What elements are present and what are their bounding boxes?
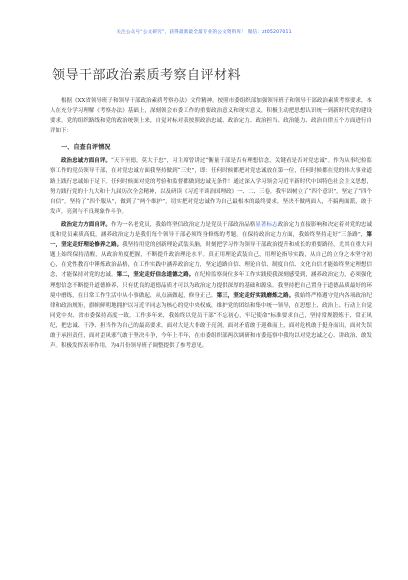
stability-paragraph xyxy=(50,220,372,351)
moral-path-text: 在纪检监察岗位多年工作实践使我深刻感受到，涵养政治定力，必须强化理想信念不断提升道德修养，只有优良的道德品质才可以为政治定力提供深厚的基础和源泉。我坚持把自己置身于道德品质最好的环境中磨练，在日常工作生活中从小事做起，从点滴做起，修身正己。 xyxy=(50,272,372,299)
stability-body-a: 作为一名老党员，我始终坚信政治定力是党员干部政治品格 xyxy=(110,221,256,228)
loyalty-lead: 政治忠诚方面自评。 xyxy=(61,158,111,165)
loyalty-paragraph xyxy=(50,156,372,217)
inline-link[interactable]: 显著标志 xyxy=(255,221,278,228)
section-heading: 一、自查自评情况 xyxy=(61,144,111,152)
moral-path-label: 第二，坚定走好信念道德之路。 xyxy=(116,272,195,279)
theory-path-label: 第一，坚定走好理论修养之路。 xyxy=(50,232,372,249)
practice-path-text: 我始终严格遵守党内各项政治纪律和政治规矩，旗帜鲜明地拥护以习近平同志为核心的党中央权威，维护党的团结和集中统一领导，在思想上、政治上、行动上自觉同党中央、省市委保持高度一致。工作多年来，我始终以党员干部“不忘初心，牢记使命”标准要求自己，坚持常规锻炼于、常正风纪，把忠诚、干净、担当作为自己的最高要求。面对大是大非敢于亮剑，面对矛盾敢于迎难而上，面对危机敢于挺身而出，面对失误敢于承担责任，面对歪风邪气敢于坚决斗争，今年上半年，在市委组织部两次调研和市委巡察中我均以对党忠诚之心、讲政治、敢发声。积极发挥表率作用，为4月份领导班子调整提供了参考意见。 xyxy=(50,292,372,350)
practice-path-label: 第三，坚定走好实践磨炼之路。 xyxy=(216,292,295,299)
promo-banner: 关注公众号“公文研究”，获得最新最全最专业的公文资料库！ 微信：zt05207011 xyxy=(116,30,292,35)
document-page xyxy=(50,64,372,354)
stability-lead: 政治定力方面自评。 xyxy=(61,221,111,228)
theory-path-text: 我坚持用党的创新理论武装头脑，时刻把学习作为领导干部政治提升和成长的重要路径，尤其在重大问题上始终保持清醒，从政治角度把握，不断提升政治理论水平。真正用理论武装自己，用理论指导实践，从自己的立身之本坚守初心，在党性教育中锤炼政治品格，在工作实践中涵养政治定力，坚定道路自信、理论自信、制度自信、文化自信才能始终坚定理想信念，才能保持对党的忠诚。 xyxy=(50,242,372,279)
intro-paragraph: 根据《XX省领导班子和领导干部政治素质考察办法》文件精神，按照市委组织部加强领导班子和领导干部政治素质考察要求，本人在充分学习理解《考察办法》基础上，深刻领会市委工作的重要政治意义和现实意义，积极主动把思想认识统一到新时代党的建设要求。党的组织路线和党的政治统领上来，自觉对标对表按照政治忠诚、政治定力、政治担当、政治能力、政治自律五个方面进行自评如下： xyxy=(50,98,372,135)
loyalty-body: “天下至德，莫大于忠”，习主席曾讲过“衡量干部是否有理想信念，关键看是否对党忠诚”。作为从事纪检监察工作的党员领导干部，在对党忠诚方面我坚持做到“三史”，即：任何时候都把对党忠诚放在第一位，任何时候都在党的伟大事业道路上践行忠诚始于足下。任何时候面对党的考验和监督都做到忠诚无条件！通过深入学习领会习近平新时代中国特色社会主义思想，努力践行党的十九大和十九届历次全会精神，以及研读《习近平谈治国理政》一、二、三卷，我牢固树立了“四个意识”，坚定了“四个自信”，坚持了“四个服从”，做到了“两个维护”，切实把对党忠诚作为自己最根本的最终要求，坚决不做两面人，不搞两面派，敢于发声，亮剑与不良现象作斗争。 xyxy=(50,158,372,215)
stability-body-b: 政治定力直接影响和决定着对党的忠诚度和党员素质高低，涵养政治定力是我们每个领导干部必须终身修炼的考题。在保持政治定力方面，我始终坚持走好“三条路”， xyxy=(50,221,372,239)
page-title: 领导干部政治素质考察自评材料 xyxy=(52,68,242,83)
